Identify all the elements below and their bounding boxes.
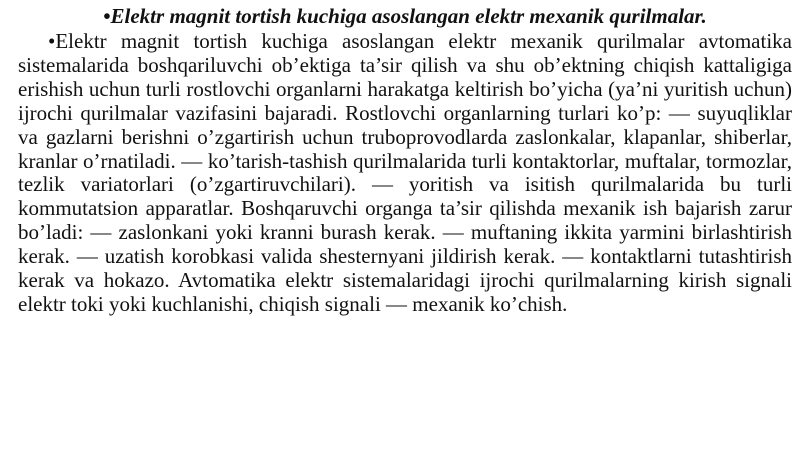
document-heading: •Elektr magnit tortish kuchiga asoslangan elektr mexanik qurilmalar. [103, 4, 707, 28]
document-page [18, 4, 792, 317]
document-paragraph: •Elektr magnit tortish kuchiga asoslangan elektr mexanik qurilmalar avtomatika sistemalarida boshqariluvchi ob’ektiga ta’sir qilish va shu ob’ektning chiqish kattaligiga erishish uchun turli rostlovchi organlarni harakatga keltirish bo’yicha (ya’ni yuritish uchun) ijrochi qurilmalar vazifasini bajaradi. Rostlovchi organlarning turlari ko’p: — suyuqliklar va gazlarni berishni o’zgartirish uchun truboprovodlarda zaslonkalar, klapanlar, shiberlar, kranlar o’rnatiladi. — ko’tarish-tashish qurilmalarida turli kontaktorlar, muftalar, tormozlar, tezlik variatorlari (o’zgartiruvchilari). — yoritish va isitish qurilmalarida bu turli kommutatsion apparatlar. Boshqaruvchi organga ta’sir qilishda mexanik ish bajarish zarur bo’ladi: — zaslonkani yoki kranni burash kerak. — muftaning ikkita yarmini birlashtirish kerak. — uzatish korobkasi valida shesternyani jildirish kerak. — kontaktlarni tutashtirish kerak va hokazo. Avtomatika elektr sistemalaridagi ijrochi qurilmalarning kirish signali elektr toki yoki kuchlanishi, chiqish signali — mexanik ko’chish. [18, 29, 792, 316]
